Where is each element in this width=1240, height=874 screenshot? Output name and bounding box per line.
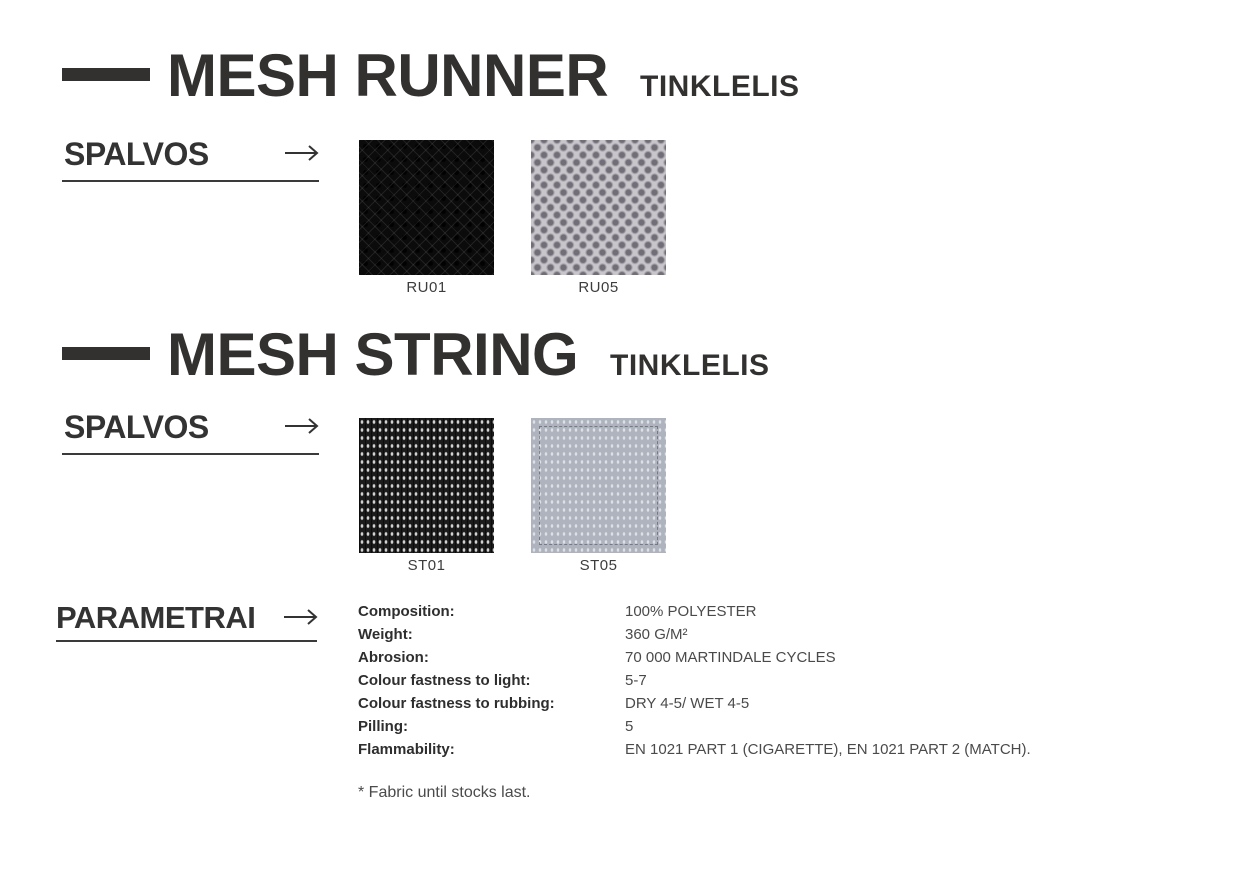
- parameter-name: Weight:: [358, 626, 413, 643]
- right-arrow-icon: [284, 144, 320, 162]
- fabric-swatch-st01: [359, 418, 494, 553]
- parameter-row: [358, 600, 1058, 623]
- parameter-value: 100% POLYESTER: [625, 603, 757, 620]
- footnote: * Fabric until stocks last.: [358, 784, 531, 801]
- parameter-row: [358, 738, 1058, 761]
- parameter-row: [358, 669, 1058, 692]
- swatch-code-label: RU05: [578, 279, 619, 296]
- parameter-value: EN 1021 PART 1 (CIGARETTE), EN 1021 PART 2 (MATCH).: [625, 741, 1031, 758]
- stitch-border: [539, 426, 658, 545]
- parameter-row: [358, 715, 1058, 738]
- right-arrow-icon: [283, 608, 319, 626]
- swatch-code-label: ST01: [407, 557, 446, 574]
- label-underline: [56, 640, 317, 642]
- title-dash: [62, 68, 150, 81]
- label-underline: [62, 453, 319, 455]
- section-title-mesh-string: MESH STRING: [167, 321, 579, 388]
- parameter-row: [358, 646, 1058, 669]
- colors-label: SPALVOS: [64, 136, 209, 172]
- parameter-value: DRY 4-5/ WET 4-5: [625, 695, 750, 712]
- title-dash: [62, 347, 150, 360]
- parameters-label: PARAMETRAI: [56, 600, 256, 635]
- parameter-value: 70 000 MARTINDALE CYCLES: [625, 649, 836, 666]
- fabric-swatch-st05: [531, 418, 666, 553]
- parameter-name: Colour fastness to light:: [358, 672, 531, 689]
- parameter-name: Pilling:: [358, 718, 408, 735]
- right-arrow-icon: [284, 417, 320, 435]
- section-title-mesh-runner: MESH RUNNER: [167, 42, 609, 109]
- parameter-value: 5-7: [625, 672, 647, 689]
- colors-label: SPALVOS: [64, 409, 209, 445]
- swatch-code-label: ST05: [579, 557, 618, 574]
- parameter-name: Flammability:: [358, 741, 455, 758]
- fabric-swatch-ru05: [531, 140, 666, 275]
- swatch-code-label: RU01: [406, 279, 447, 296]
- parameter-row: [358, 692, 1058, 715]
- section-subtitle: TINKLELIS: [610, 349, 770, 382]
- parameters-table: [358, 600, 1058, 761]
- parameter-name: Abrosion:: [358, 649, 429, 666]
- section-subtitle: TINKLELIS: [640, 70, 800, 103]
- fabric-swatch-ru01: [359, 140, 494, 275]
- parameter-value: 5: [625, 718, 634, 735]
- parameter-row: [358, 623, 1058, 646]
- parameter-name: Colour fastness to rubbing:: [358, 695, 555, 712]
- parameter-value: 360 G/M²: [625, 626, 688, 643]
- label-underline: [62, 180, 319, 182]
- parameter-name: Composition:: [358, 603, 455, 620]
